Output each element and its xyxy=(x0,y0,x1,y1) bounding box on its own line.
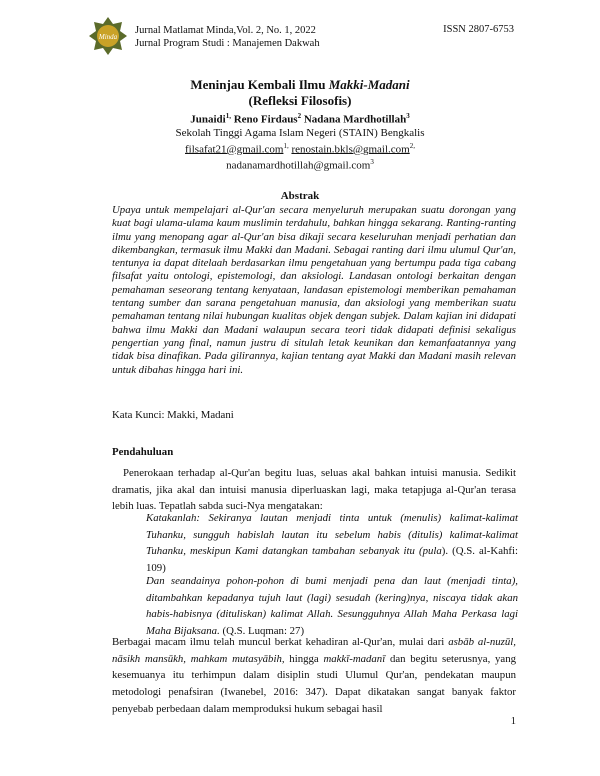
quote-1-text: Katakanlah: Sekiranya lautan menjadi tinta untuk (menulis) kalimat-kalimat Tuhanku, sungguh habislah lautan itu sebelum habis (ditulis) kalimat-kalimat Tuhanku, meskipun Kami datangkan tambahan sebanyak itu ( xyxy=(146,512,518,558)
affiliation: Sekolah Tinggi Agama Islam Negeri (STAIN) Bengkalis xyxy=(175,126,425,139)
author-2-sup: 2 xyxy=(297,112,302,120)
email-3: nadanamardhotillah@gmail.com xyxy=(226,159,371,172)
title-subtitle: (Refleksi Filosofis) xyxy=(248,93,352,108)
abstract-heading: Abstrak xyxy=(280,190,320,202)
email-3-sup: 3 xyxy=(370,158,374,167)
section-title: Pendahuluan xyxy=(112,446,174,458)
journal-logo xyxy=(88,16,128,56)
email-1-sup: 1, xyxy=(283,141,289,150)
quote-1-cite: ). (Q.S. al-Kahfi: 109) xyxy=(146,545,518,575)
p2-italic-1: asbāb al-nuzūl, nāsikh mansūkh, mahkam mutasyābih, xyxy=(112,636,516,665)
star-seal-icon xyxy=(88,16,128,56)
email-2-sup: 2, xyxy=(409,141,415,150)
p2-text-1: Berbagai macam ilmu telah muncul berkat kehadiran al-Qur'an, mulai dari xyxy=(112,636,449,648)
paper-title xyxy=(0,77,600,109)
author-1-sup: 1, xyxy=(225,112,231,120)
title-prefix: Meninjau Kembali Ilmu xyxy=(190,77,329,92)
author-3: Nadana Mardhotillah xyxy=(301,113,407,126)
page-number: 1 xyxy=(510,716,516,727)
quote-2-text: Dan seandainya pohon-pohon di bumi menjadi pena dan laut (menjadi tinta), ditambahkan kepadanya tujuh laut (lagi) sesudah (kering)nya, niscaya tidak akan habis-habisnya (dituliskan) kalimat Allah. Sesungguhnya Allah Maha Perkasa lagi Maha Bijaksana. xyxy=(146,575,518,638)
journal-line: Jurnal Matlamat Minda,Vol. 2, No. 1, 2022 xyxy=(135,25,316,36)
quote-1 xyxy=(146,510,518,577)
journal-header xyxy=(135,24,320,50)
quote-1-italic-end: pula xyxy=(422,545,442,558)
author-2: Reno Firdaus xyxy=(230,113,298,126)
dept-line: Jurnal Program Studi : Manajemen Dakwah xyxy=(135,38,320,49)
email-link-2[interactable]: renostain.bkls@gmail.com xyxy=(291,143,410,156)
quote-2 xyxy=(146,573,518,640)
paragraph-1: Penerokaan terhadap al-Qur'an begitu luas, seluas akal bahkan intuisi manusia. Sedikit dramatis, jika akal dan intuisi manusia diperluaskan lagi, maka tetapjuga al-Qur'an terasa lebih luas. Tepatlah sabda suci-Nya mengatakan: xyxy=(112,467,516,513)
email-link-1[interactable]: filsafat21@gmail.com xyxy=(185,143,284,156)
issn: ISSN 2807-6753 xyxy=(443,24,514,35)
p2-text-2: hingga xyxy=(284,652,324,665)
quote-2-cite: (Q.S. Luqman: 27) xyxy=(219,625,305,638)
abstract-text: Upaya untuk mempelajari al-Qur'an secara menyeluruh merupakan suatu dorongan yang kuat bagi ulama-ulama kaum muslimin terdahulu, bahkan hingga sekarang. Ranting-ranting ilmu yang menopang agar al-Qur'an bisa dikaji secara keseluruhan menjadi perhatian dan dikembangkan, termasuk ilmu Makki dan Madani. Sebagai ranting dari ilmu ulumul Qur'an, tentunya ia dapat ditelaah berdasarkan ilmu pengetahuan yang bertumpu pada tiga cabang filsafat yaitu ontologi, epistemologi, dan aksiologi. Landasan ontologi berkaitan dengan pemahaman seseorang tentang kenyataan, landasan epistemologi memberikan pemahaman tentang sumber dan sarana pengetahuan manusia, dan aksiologi yang memberikan suatu pemahaman tentang nilai hubungan kualitas objek dengan subjek. Dalam kajian ini didapati bahwa ilmu Makki dan Madani walaupun secara teori tidak didapati definisi sekaligus pengertian yang final, namun justru di situlah letak keunikan dan kemanfaatannya yang tidak bisa dinafikan. Pada gilirannya, kajian tentang ayat Makki dan Madani masih relevan untuk dibahas hingga hari ini. xyxy=(112,204,516,376)
keywords: Kata Kunci: Makki, Madani xyxy=(112,409,234,421)
paragraph-2 xyxy=(112,634,516,718)
author-1: Junaidi xyxy=(190,113,226,126)
author-3-sup: 3 xyxy=(406,112,410,120)
logo-text: Minda xyxy=(98,33,118,41)
author-block xyxy=(0,110,600,173)
p2-text-3: dan begitu seterusnya, yang kesemuanya itu terhimpun dalam disiplin studi Ulumul Qur'an, pendekatan maupun metodologi penafsiran (Iwanebel, 2016: 347). Dapat dikatakan sangat banyak faktor penyebab perbedaan dalam memproduksi hukum sebagai hasil xyxy=(112,652,517,715)
author-names xyxy=(0,110,600,127)
title-italic: Makki-Madani xyxy=(328,77,410,92)
p2-italic-2: makkī-madanī xyxy=(323,652,386,665)
